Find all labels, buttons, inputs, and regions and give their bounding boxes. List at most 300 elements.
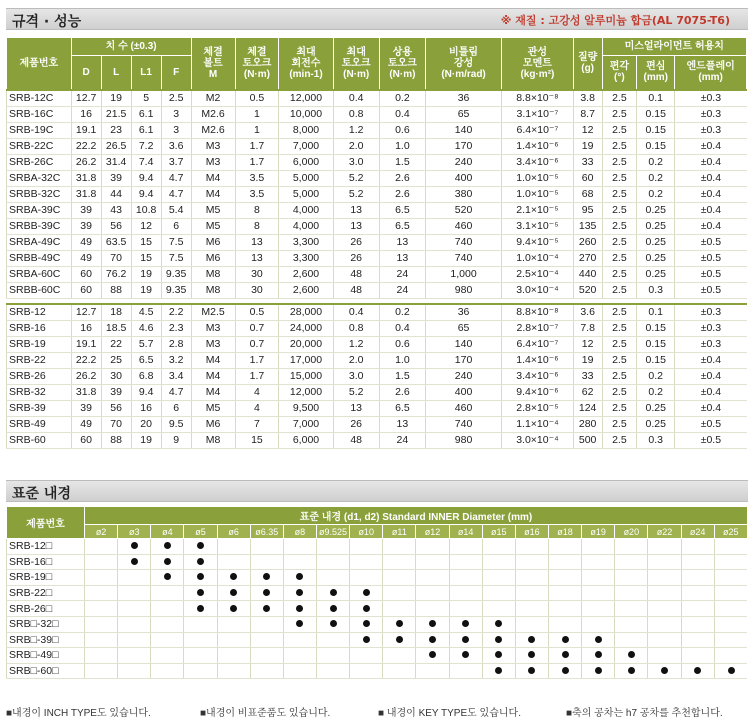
bore-cell [250,663,283,679]
spec-cell: 19.1 [71,122,101,138]
spec-cell: 400 [425,170,501,186]
spec-cell: M5 [191,202,235,218]
bore-cell [515,663,548,679]
spec-cell: 0.25 [637,202,675,218]
spec-cell: 30 [235,266,279,282]
spec-cell: M2.6 [191,122,235,138]
bore-cell [548,648,581,664]
spec-cell: 3.0 [333,154,379,170]
bore-cell [383,663,416,679]
spec-cell: 460 [425,218,501,234]
bore-cell [118,554,151,570]
header-max-torque: 최대 토오크 (N·m) [333,38,379,90]
spec-model-cell: SRB-12C [7,90,72,107]
spec-cell: ±0.4 [675,218,747,234]
spec-cell: 3.6 [161,138,191,154]
spec-cell: 3.5 [235,170,279,186]
spec-cell: 13 [235,250,279,266]
spec-cell: 0.15 [637,321,675,337]
availability-dot-icon [230,573,237,580]
header-dim-f: F [161,56,191,90]
spec-model-cell: SRB-19 [7,337,72,353]
bore-cell [250,554,283,570]
spec-cell: 6.4×10⁻⁷ [502,337,574,353]
availability-dot-icon [562,636,569,643]
bore-cell [615,539,648,555]
availability-dot-icon [429,651,436,658]
spec-cell: 19.1 [71,337,101,353]
spec-cell: 2.0 [333,138,379,154]
bore-cell [548,601,581,617]
spec-row [7,321,747,337]
spec-cell: 3 [161,122,191,138]
spec-cell: 12.7 [71,90,101,107]
availability-dot-icon [330,589,337,596]
spec-cell: 2.5×10⁻⁴ [502,266,574,282]
footnote-key: ■ 내경이 KEY TYPE도 있습니다. [378,708,521,719]
spec-cell: 0.15 [637,138,675,154]
bore-diameter-header: ø6.35 [250,525,283,539]
availability-dot-icon [495,651,502,658]
spec-cell: ±0.3 [675,304,747,321]
spec-cell: 26 [333,250,379,266]
spec-cell: ±0.5 [675,250,747,266]
bore-cell [648,570,681,586]
spec-cell: 1.4×10⁻⁶ [502,138,574,154]
spec-cell: 1.5 [379,154,425,170]
spec-cell: 31.8 [71,186,101,202]
spec-cell: 39 [101,170,131,186]
bore-cell [118,570,151,586]
availability-dot-icon [462,636,469,643]
bore-diameter-header: ø5 [184,525,217,539]
availability-dot-icon [197,558,204,565]
bore-cell [714,554,747,570]
spec-cell: 1.2 [333,337,379,353]
spec-table [6,37,747,449]
spec-cell: 3.0×10⁻⁴ [502,433,574,449]
bore-cell [548,663,581,679]
bore-cell [118,663,151,679]
bore-cell [283,616,316,632]
bore-cell [582,539,615,555]
bore-cell [582,601,615,617]
spec-cell: 1.5 [379,369,425,385]
spec-cell: 6.4×10⁻⁷ [502,122,574,138]
bore-model-cell: SRB-26□ [7,601,85,617]
spec-cell: 260 [573,234,602,250]
spec-row [7,401,747,417]
bore-table-body [7,539,748,679]
spec-cell: 13 [379,234,425,250]
bore-cell [217,663,250,679]
spec-model-cell: SRBA-60C [7,266,72,282]
availability-dot-icon [396,636,403,643]
availability-dot-icon [363,605,370,612]
spec-cell: 12,000 [279,385,333,401]
spec-cell: 440 [573,266,602,282]
bore-cell [449,632,482,648]
spec-cell: 19 [131,282,161,298]
bore-cell [217,632,250,648]
spec-cell: 2.5 [602,90,637,107]
spec-cell: 19 [573,138,602,154]
bore-model-cell: SRB□-39□ [7,632,85,648]
availability-dot-icon [263,605,270,612]
bore-cell [582,616,615,632]
availability-dot-icon [429,636,436,643]
bore-cell [217,601,250,617]
spec-cell: ±0.5 [675,433,747,449]
spec-model-cell: SRB-19C [7,122,72,138]
bore-diameter-header: ø25 [714,525,747,539]
bore-cell [250,585,283,601]
bore-cell [217,585,250,601]
spec-row [7,250,747,266]
bore-cell [151,632,184,648]
spec-cell: 6.1 [131,106,161,122]
spec-row [7,90,747,107]
bore-cell [615,570,648,586]
bore-diameter-header: ø10 [350,525,383,539]
spec-cell: 39 [71,401,101,417]
availability-dot-icon [429,620,436,627]
bore-cell [582,632,615,648]
spec-cell: ±0.5 [675,417,747,433]
spec-cell: 65 [425,106,501,122]
bore-cell [283,585,316,601]
spec-cell: 2.2 [161,304,191,321]
spec-cell: 5.2 [333,385,379,401]
bore-cell [85,601,118,617]
bore-cell [416,648,449,664]
availability-dot-icon [528,636,535,643]
bore-row [7,601,748,617]
bore-cell [416,616,449,632]
bore-cell [482,663,515,679]
spec-cell: 1.0×10⁻⁵ [502,186,574,202]
spec-cell: 33 [573,154,602,170]
bore-cell [449,663,482,679]
spec-cell: 3.4 [161,369,191,385]
spec-cell: 1.7 [235,369,279,385]
spec-cell: 4,000 [279,218,333,234]
spec-cell: 2.5 [161,90,191,107]
spec-cell: ±0.5 [675,266,747,282]
spec-cell: 16 [71,106,101,122]
spec-row [7,369,747,385]
availability-dot-icon [363,620,370,627]
spec-cell: 0.2 [637,154,675,170]
footnote-tolerance: ■축의 공차는 h7 공차를 추천합니다. [566,708,723,719]
bore-cell [648,601,681,617]
spec-cell: 0.25 [637,250,675,266]
header-bolt: 체결 볼트 M [191,38,235,90]
spec-cell: 4.5 [131,304,161,321]
spec-cell: 2.5 [602,186,637,202]
bore-cell [151,663,184,679]
bore-cell [250,616,283,632]
spec-cell: ±0.4 [675,138,747,154]
availability-dot-icon [595,636,602,643]
spec-cell: 740 [425,234,501,250]
spec-cell: 10,000 [279,106,333,122]
bore-cell [316,601,349,617]
bore-cell [383,632,416,648]
spec-cell: 43 [101,202,131,218]
bore-cell [681,632,714,648]
bore-cell [582,648,615,664]
bore-cell [416,663,449,679]
spec-row [7,122,747,138]
bore-cell [217,554,250,570]
spec-cell: 7.4 [131,154,161,170]
spec-model-cell: SRB-16 [7,321,72,337]
bore-cell [482,616,515,632]
spec-cell: 2.5 [602,353,637,369]
spec-cell: 26.2 [71,369,101,385]
spec-cell: 8,000 [279,122,333,138]
spec-cell: 3.0×10⁻⁴ [502,282,574,298]
bore-cell [350,648,383,664]
spec-cell: 39 [71,202,101,218]
bore-cell [416,554,449,570]
spec-cell: 0.25 [637,417,675,433]
spec-model-cell: SRBB-60C [7,282,72,298]
bore-cell [184,570,217,586]
spec-cell: 6 [161,218,191,234]
spec-cell: 9,500 [279,401,333,417]
bore-cell [250,601,283,617]
availability-dot-icon [562,667,569,674]
spec-row [7,385,747,401]
spec-cell: 0.25 [637,266,675,282]
spec-cell: 3.7 [161,154,191,170]
bore-cell [615,616,648,632]
spec-section-title: 규격 · 성능 [12,14,82,30]
availability-dot-icon [363,636,370,643]
spec-cell: 56 [101,401,131,417]
spec-cell: 0.3 [637,433,675,449]
spec-cell: 124 [573,401,602,417]
spec-cell: 60 [71,266,101,282]
spec-cell: 0.7 [235,337,279,353]
spec-cell: 2.5 [602,321,637,337]
bore-cell [250,570,283,586]
bore-row [7,648,748,664]
spec-cell: 2.6 [379,186,425,202]
spec-cell: 26.5 [101,138,131,154]
spec-row [7,282,747,298]
spec-cell: 2.6 [379,170,425,186]
bore-cell [316,539,349,555]
availability-dot-icon [197,589,204,596]
spec-cell: 31.8 [71,170,101,186]
bore-cell [648,539,681,555]
bore-cell [449,554,482,570]
bore-cell [316,632,349,648]
spec-cell: 18.5 [101,321,131,337]
spec-cell: 2.5 [602,433,637,449]
spec-cell: 60 [71,282,101,298]
bore-diameter-header: ø6 [217,525,250,539]
bore-cell [615,601,648,617]
spec-cell: 0.5 [235,90,279,107]
bore-cell [515,570,548,586]
spec-cell: 460 [425,401,501,417]
spec-cell: 2,600 [279,282,333,298]
spec-cell: 0.1 [637,304,675,321]
spec-model-cell: SRB-39 [7,401,72,417]
spec-cell: 3.8 [573,90,602,107]
bore-cell [151,585,184,601]
bore-cell [151,570,184,586]
spec-row [7,304,747,321]
bore-cell [118,585,151,601]
spec-cell: 44 [101,186,131,202]
spec-cell: ±0.4 [675,186,747,202]
spec-cell: 26.2 [71,154,101,170]
material-note: ※ 재질 : 고강성 알루미늄 합금(AL 7075-T6) [500,14,730,27]
spec-cell: 380 [425,186,501,202]
spec-cell: 13 [333,401,379,417]
spec-cell: 5.4 [161,202,191,218]
availability-dot-icon [164,542,171,549]
spec-model-cell: SRBB-32C [7,186,72,202]
header-misalign: 미스얼라이먼트 허용치 [602,38,746,56]
spec-cell: ±0.3 [675,337,747,353]
spec-model-cell: SRBB-39C [7,218,72,234]
spec-cell: M3 [191,337,235,353]
spec-cell: 0.2 [637,385,675,401]
spec-cell: 2.5 [602,234,637,250]
header-angle: 편각 (°) [602,56,637,90]
spec-cell: 12 [573,122,602,138]
availability-dot-icon [628,667,635,674]
bore-diameter-header: ø3 [118,525,151,539]
availability-dot-icon [164,573,171,580]
bore-cell [449,648,482,664]
spec-cell: 21.5 [101,106,131,122]
spec-cell: 500 [573,433,602,449]
spec-cell: 31.8 [71,385,101,401]
spec-cell: 170 [425,353,501,369]
spec-cell: 13 [379,417,425,433]
spec-cell: 1.4×10⁻⁶ [502,353,574,369]
bore-cell [714,616,747,632]
spec-cell: 1.1×10⁻⁴ [502,417,574,433]
spec-cell: 6.5 [379,218,425,234]
spec-row [7,186,747,202]
availability-dot-icon [197,573,204,580]
spec-cell: 39 [101,385,131,401]
spec-cell: M6 [191,250,235,266]
spec-cell: 31.4 [101,154,131,170]
spec-cell: M2 [191,90,235,107]
spec-model-cell: SRBB-49C [7,250,72,266]
spec-cell: 3 [161,106,191,122]
spec-cell: 49 [71,234,101,250]
spec-cell: M4 [191,385,235,401]
bore-diameter-header: ø16 [515,525,548,539]
bore-cell [515,648,548,664]
bore-cell [482,570,515,586]
availability-dot-icon [562,651,569,658]
spec-cell: 0.4 [333,90,379,107]
spec-cell: 170 [425,138,501,154]
spec-model-cell: SRBA-39C [7,202,72,218]
spec-cell: 3.2 [161,353,191,369]
availability-dot-icon [197,542,204,549]
spec-cell: M2.5 [191,304,235,321]
spec-row [7,202,747,218]
spec-cell: 1.0 [379,138,425,154]
header-max-speed: 최대 회전수 (min-1) [279,38,333,90]
bore-cell [118,601,151,617]
spec-cell: 3.5 [235,186,279,202]
bore-cell [416,601,449,617]
bore-cell [482,585,515,601]
bore-cell [482,648,515,664]
spec-cell: 13 [333,218,379,234]
bore-cell [681,570,714,586]
spec-cell: 3.1×10⁻⁷ [502,106,574,122]
bore-cell [85,570,118,586]
bore-model-cell: SRB□-49□ [7,648,85,664]
bore-cell [681,648,714,664]
spec-cell: 2.5 [602,369,637,385]
availability-dot-icon [330,605,337,612]
spec-cell: 24 [379,282,425,298]
spec-cell: 0.8 [333,106,379,122]
spec-cell: 1.2 [333,122,379,138]
availability-dot-icon [495,620,502,627]
spec-cell: 2.8×10⁻⁷ [502,321,574,337]
bore-table [6,506,748,679]
bore-cell [548,539,581,555]
spec-cell: 2.5 [602,401,637,417]
bore-cell [217,648,250,664]
spec-cell: 1.7 [235,138,279,154]
bore-cell [217,570,250,586]
spec-cell: 1.0 [379,353,425,369]
bore-cell [482,601,515,617]
spec-cell: 28,000 [279,304,333,321]
spec-model-cell: SRB-22 [7,353,72,369]
bore-cell [681,601,714,617]
bore-cell [714,648,747,664]
spec-cell: 0.2 [637,186,675,202]
bore-cell [85,632,118,648]
spec-cell: 17,000 [279,353,333,369]
spec-cell: 240 [425,369,501,385]
spec-cell: 33 [573,369,602,385]
spec-cell: 88 [101,433,131,449]
spec-cell: 0.4 [333,304,379,321]
spec-row [7,266,747,282]
bore-header-caption: 표준 내경 (d1, d2) Standard INNER Diameter (mm) [85,507,748,525]
header-offset: 편심 (mm) [637,56,675,90]
bore-cell [184,585,217,601]
spec-cell: 4.7 [161,186,191,202]
spec-row [7,234,747,250]
availability-dot-icon [661,667,668,674]
spec-cell: 4 [235,401,279,417]
spec-cell: 19 [131,433,161,449]
bore-cell [350,554,383,570]
bore-cell [548,570,581,586]
spec-cell: M6 [191,234,235,250]
